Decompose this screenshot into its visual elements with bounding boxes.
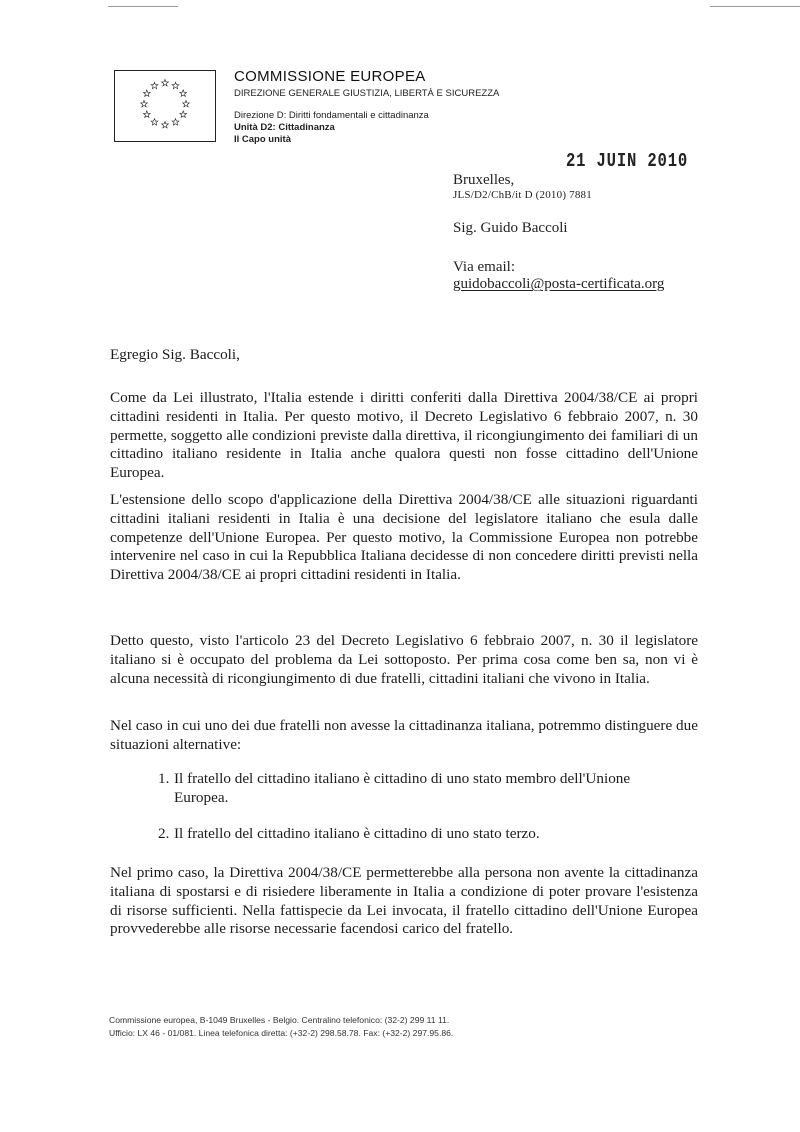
eu-logo — [114, 70, 216, 142]
footer-contacts: Ufficio: LX 46 - 01/081. Linea telefonica diretta: (+32-2) 298.58.78. Fax: (+32-2) 297.95.86. — [109, 1028, 454, 1038]
star-icon — [151, 82, 158, 89]
star-icon — [143, 90, 150, 97]
via-email-label: Via email: — [453, 259, 515, 275]
list-item-number: 2. — [158, 825, 170, 842]
reference-number: JLS/D2/ChB/it D (2010) 7881 — [453, 189, 592, 201]
footer-address: Commissione europea, B-1049 Bruxelles - Belgio. Centralino telefonico: (32-2) 299 11 11. — [109, 1015, 450, 1025]
recipient-name: Sig. Guido Baccoli — [453, 220, 568, 236]
star-icon — [162, 79, 169, 86]
list-item-text: Il fratello del cittadino italiano è cittadino di uno stato membro dell'Unione — [174, 770, 631, 787]
eu-stars-emblem-icon — [115, 71, 215, 141]
list-item-text: Il fratello del cittadino italiano è cittadino di uno stato terzo. — [174, 825, 540, 842]
unit: Unità D2: Cittadinanza — [234, 122, 335, 133]
star-icon — [172, 82, 179, 89]
star-icon — [180, 111, 187, 118]
sender-block — [234, 68, 499, 146]
scan-edge-right — [710, 6, 800, 7]
star-icon — [151, 119, 158, 126]
star-icon — [143, 111, 150, 118]
list-item — [158, 825, 698, 844]
star-icon — [172, 119, 179, 126]
list-item-text-continued: Europea. — [174, 788, 229, 806]
paragraph-3: Detto questo, visto l'articolo 23 del Decreto Legislativo 6 febbraio 2007, n. 30 il legislatore italiano si è occupato del problema da Lei sottoposto. Per prima cosa come ben sa, non vi è alcuna necessità di ricongiungimento di due fratelli, cittadini italiani che vivono in Italia. — [110, 632, 698, 687]
recipient-email-link[interactable]: guidobaccoli@posta-certificata.org — [453, 276, 665, 292]
paragraph-1: Come da Lei illustrato, l'Italia estende i diritti conferiti dalla Direttiva 2004/38/CE ai propri cittadini residenti in Italia. Per questo motivo, il Decreto Legislativo 6 febbraio 2007, n. 30 permette, soggetto alle condizioni previste dalla direttiva, il ricongiungimento dei familiari di un cittadino italiano residente in Italia anche qualora questi non fosse cittadino dell'Unione Europea. — [110, 389, 698, 482]
organization-name: COMMISSIONE EUROPEA — [234, 68, 426, 85]
star-icon — [162, 121, 169, 128]
place: Bruxelles, — [453, 172, 515, 188]
paragraph-4: Nel caso in cui uno dei due fratelli non avesse la cittadinanza italiana, potremmo distinguere due situazioni alternative: — [110, 717, 698, 753]
paragraph-2: L'estensione dello scopo d'applicazione della Direttiva 2004/38/CE alle situazioni riguardanti cittadini italiani residenti in Italia è una decisione del legislatore italiano che esula dalle competenze dell'Unione Europea. Per questo motivo, la Commissione Europea non potrebbe intervenire nel caso in cui la Repubblica Italiana decidesse di non concedere diritti previsti nella Direttiva 2004/38/CE ai propri cittadini residenti in Italia. — [110, 491, 698, 584]
paragraph-5: Nel primo caso, la Direttiva 2004/38/CE permetterebbe alla persona non avente la cittadinanza italiana di spostarsi e di risiedere liberamente in Italia a condizione di poter provare l'esistenza di risorse sufficienti. Nella fattispecie da Lei invocata, il fratello cittadino dell'Unione Europea provvederebbe alle risorse necessarie facendosi carico del fratello. — [110, 864, 698, 938]
list-item — [158, 770, 698, 808]
date-stamp: 21 JUIN 2010 — [566, 150, 689, 172]
salutation: Egregio Sig. Baccoli, — [110, 346, 240, 363]
list-item-number: 1. — [158, 770, 170, 787]
scan-edge-left — [108, 6, 178, 7]
directorate: Direzione D: Diritti fondamentali e cittadinanza — [234, 110, 429, 121]
directorate-general: DIREZIONE GENERALE GIUSTIZIA, LIBERTÀ E SICUREZZA — [234, 88, 500, 99]
star-icon — [183, 100, 190, 107]
star-icon — [141, 100, 148, 107]
star-icon — [180, 90, 187, 97]
head-of-unit: Il Capo unità — [234, 134, 291, 145]
